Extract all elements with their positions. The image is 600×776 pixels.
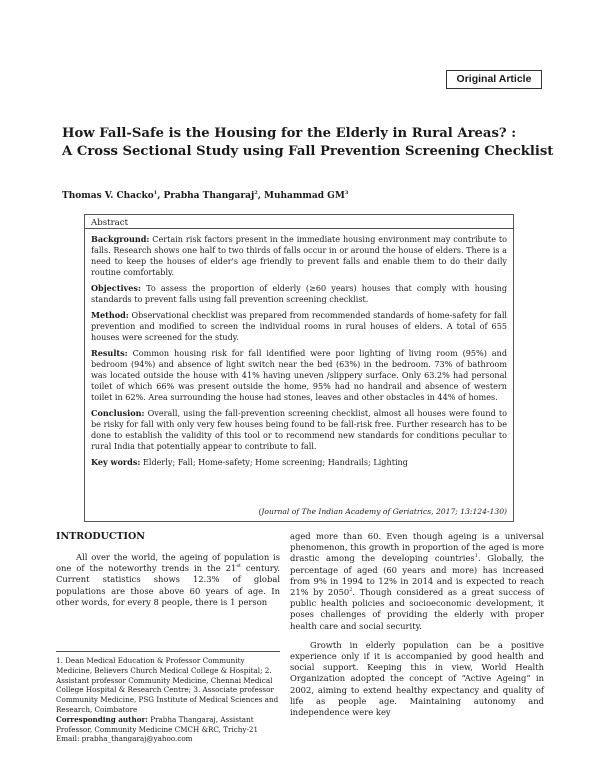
abstract-objectives [91,283,507,305]
abstract-body [85,229,513,468]
paragraph-text: All over the world, the ageing of population is one of the noteworthy trends in the 21 [56,552,280,574]
body-column-left [56,552,280,616]
section-label: Conclusion: [91,408,145,418]
abstract-method [91,310,507,343]
title-line-2: A Cross Sectional Study using Fall Prevention Screening Checklist [62,144,554,159]
body-paragraph [56,552,280,608]
abstract-box [84,214,514,522]
corresponding-author-footnote [56,715,280,744]
paragraph-text: . Though considered as a great success of public health policies and socioeconomic development, it poses challenges of providing the elderly with proper health care and social security. [290,587,544,631]
footnotes [56,656,280,744]
affiliations-footnote: 1. Dean Medical Education & Professor Community Medicine, Believers Church Medical College & Hospital; 2. Assistant professor Community Medicine, Chennai Medical College Hospital & Research Centre; 3. Associate professor Community Medicine, PSG Institute of Medical Sciences and Research, Coimbatore [56,656,279,714]
abstract-conclusion [91,408,507,452]
author-affiliation-mark: 3 [344,190,349,196]
ordinal-suffix: st [236,563,241,570]
footnote-text: Prabha Thangaraj, Assistant Professor, Community Medicine CMCH &RC, Trichy-21 Email: prabha_thangaraj@yahoo.com [56,714,259,744]
citation-mark: 1 [474,553,478,560]
author-affiliation-mark: 1 [153,190,158,196]
title-line-1: How Fall-Safe is the Housing for the Elderly in Rural Areas? : [62,126,517,141]
author-name: Prabha Thangaraj [163,191,255,201]
article-type-badge: Original Article [446,70,542,89]
abstract-keywords [91,457,507,468]
section-label: Key words: [91,457,141,467]
journal-citation: (Journal of The Indian Academy of Geriatrics, 2017; 13:124-130) [258,507,507,516]
section-text: Overall, using the fall-prevention screening checklist, almost all houses were found to be risky for fall with only very few houses being found to be fall-risk free. Further research has to be done to establish the validity of this tool or to recommend new standards for conditions peculiar to rural India that potentially appear to contribute to fall. [91,408,508,451]
section-label: Results: [91,348,128,358]
section-text: Observational checklist was prepared from recommended standards of home-safety for fall prevention and modified to screen the individual rooms in rural houses of elders. A total of 655 houses were screened for the study. [91,310,507,342]
section-heading-introduction: INTRODUCTION [56,531,145,542]
section-text: Certain risk factors present in the immediate housing environment may contribute to falls. Research shows one half to two thirds of falls occur in or around the house of elders. There is a need to keep the houses of elder's age friendly to prevent falls and enable them to do their daily routine comfortably. [91,234,507,277]
section-text: To assess the proportion of elderly (≥60 years) houses that comply with housing standards to prevent falls using fall prevention screening checklist. [91,283,508,304]
body-paragraph: Growth in elderly population can be a positive experience only if it is accompanied by good health and social support. Keeping this in view, World Health Organization adopted the concept of “Active Ageing” in 2002, aiming to extend healthy expectancy and quality of life as people age. Maintaining autonomy and independence were key [290,639,544,718]
section-label: Method: [91,310,129,320]
citation-mark: 2 [349,587,353,594]
author-list: Thomas V. Chacko$^1$, Prabha Thangaraj$^2$, Muhammad $GM^3$ [62,190,349,201]
author-name: Muhammad GM [263,191,345,201]
author-affiliation-mark: 2 [254,190,258,196]
body-column-right [290,531,544,726]
section-label: Background: [91,234,150,244]
abstract-heading: Abstract [85,215,513,229]
paragraph-text: century. Current statistics shows 12.3% of global populations are those above 60 years of age. In other words, for every 8 people, there is 1 person [56,563,280,607]
section-label: Objectives: [91,283,141,293]
abstract-results [91,348,507,403]
body-paragraph [290,531,544,632]
footnote-label: Corresponding author: [56,714,148,724]
footnote-divider [56,651,280,652]
abstract-background [91,234,507,278]
author-name: Thomas V. Chacko [62,191,154,201]
section-text: Elderly; Fall; Home-safety; Home screening; Handrails; Lighting [142,457,408,467]
paragraph-text: . Globally, the percentage of aged (60 years and more) has increased from 9% in 1994 to 12% in 2014 and is expected to reach 21% by 2050 [290,553,544,598]
section-text: Common housing risk for fall identified were poor lighting of living room (95%) and bedroom (94%) and absence of light switch near the bed (63%) in the bedroom. 73% of bathroom was located outside the house with 41% having uneven /slippery surface. Only 63.2% had personal toilet of which 66% was present outside the home, 95% had no handrail and absence of western toilet in 62%. Area surrounding the house had stones, leaves and other obstacles in 44% of homes. [91,348,507,402]
paper-title [62,125,562,161]
paragraph-text: aged more than 60. Even though ageing is a universal phenomenon, this growth in proportion of the aged is more drastic among the developing countries [290,531,544,564]
